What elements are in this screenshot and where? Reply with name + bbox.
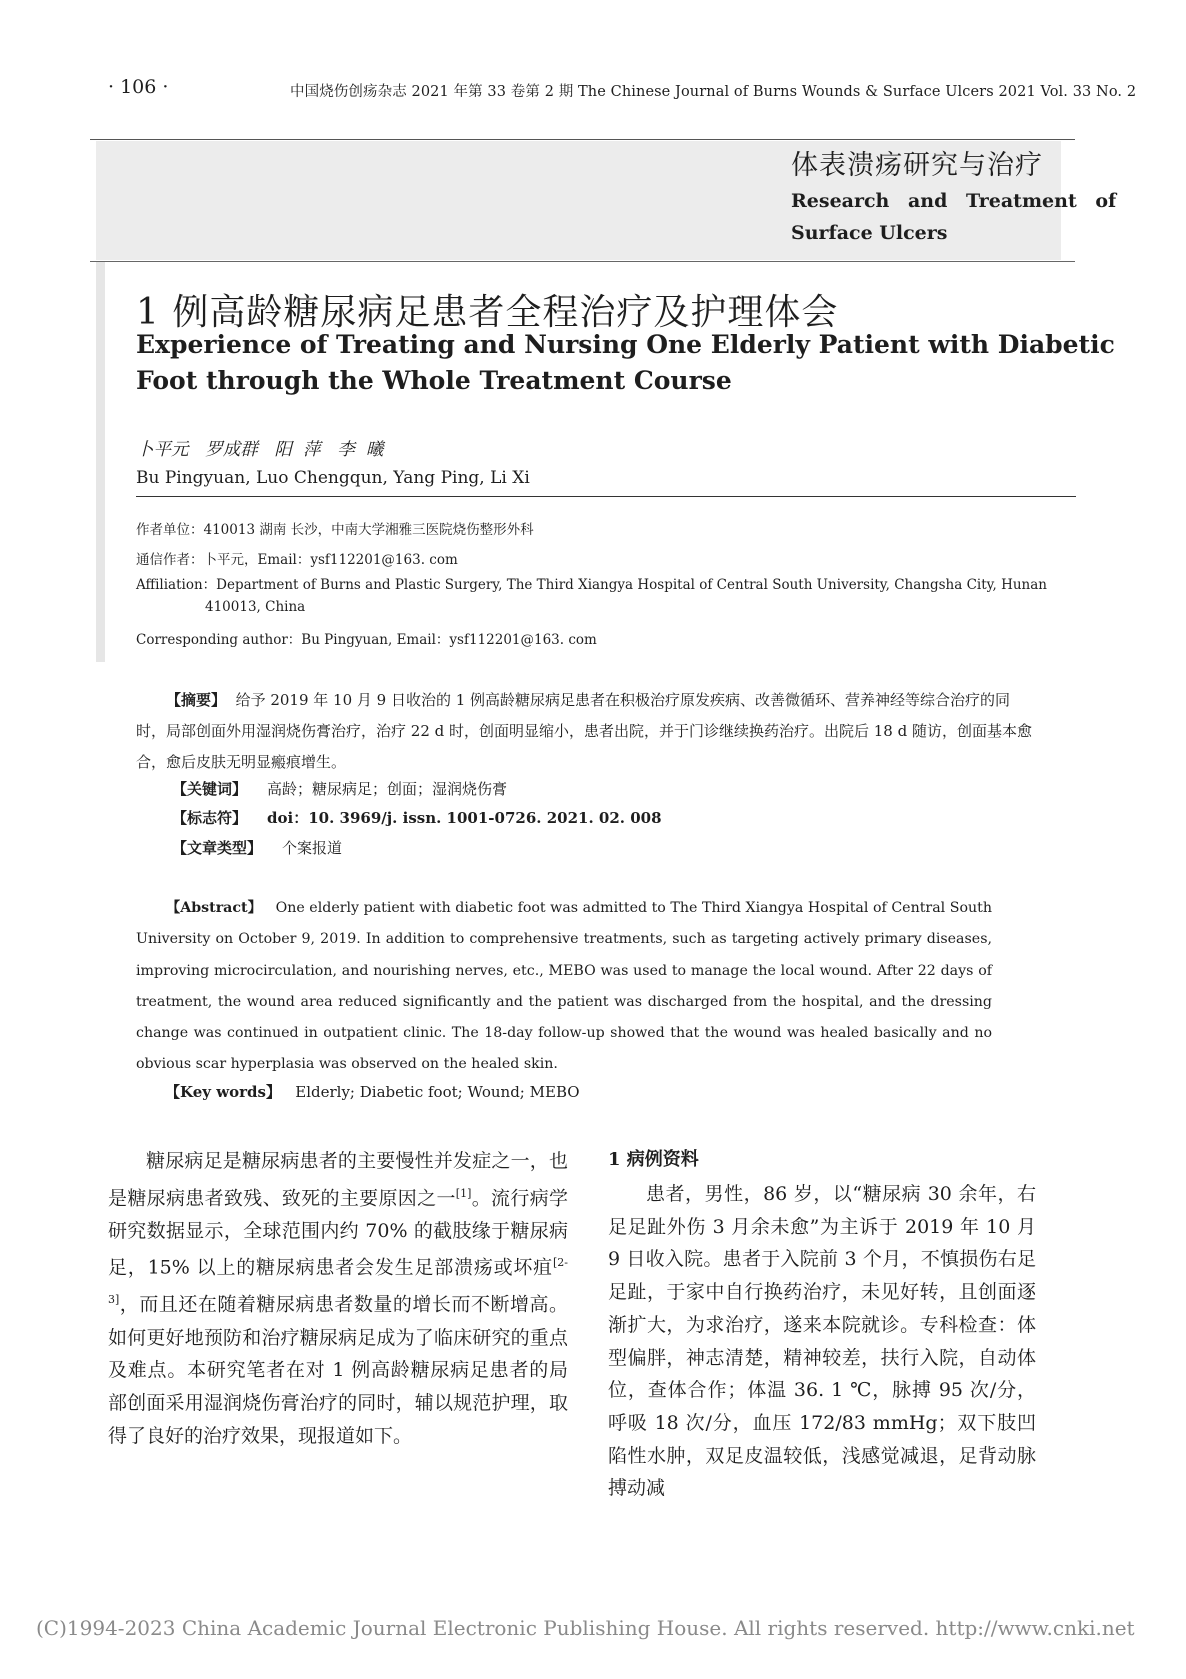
body-right-column bbox=[608, 1178, 1036, 1505]
doi-label: 【标志符】 bbox=[172, 809, 248, 827]
intro-text-part3: ，而且还在随着糖尿病患者数量的增长而不断增高。如何更好地预防和治疗糖尿病足成为了临床研究的重点及难点。本研究笔者在对 1 例高龄糖尿病足患者的局部创面采用湿润烧伤膏治疗的同时，辅以规范护理，取得了良好的治疗效果，现报道如下。 bbox=[108, 1293, 568, 1447]
keywords-zh-value: 高龄；糖尿病足；创面；湿润烧伤膏 bbox=[267, 780, 508, 798]
citation-1: [1] bbox=[455, 1186, 472, 1200]
citation-2-3: [2-3] bbox=[108, 1256, 568, 1307]
article-title-zh: 1 例高龄糖尿病足患者全程治疗及护理体会 bbox=[136, 292, 839, 333]
section-1-heading: 1 病例资料 bbox=[608, 1149, 699, 1170]
left-margin-bar bbox=[96, 262, 105, 662]
case-report-text: 患者，男性，86 岁，以“糖尿病 30 余年，右足足趾外伤 3 月余未愈”为主诉于 2019 年 10 月 9 日收入院。患者于入院前 3 个月，不慎损伤右足足趾，于家中自行换药治疗，未见好转，且创面逐渐扩大，为求治疗，遂来本院就诊。专科检查：体型偏胖，神志清楚，精神较差，扶行入院，自动体位，查体合作；体温 36. 1 ℃，脉搏 95 次/分，呼吸 18 次/分，血压 172/83 mmHg；双下肢凹陷性水肿，双足皮温较低，浅感觉减退，足背动脉搏动减 bbox=[608, 1183, 1036, 1500]
page-number: · 106 · bbox=[108, 76, 169, 98]
keywords-en bbox=[165, 1081, 580, 1102]
corresponding-author-en: Corresponding author：Bu Pingyuan, Email：ysf112201@163. com bbox=[136, 632, 597, 648]
banner-bottom-rule bbox=[90, 261, 1075, 262]
abstract-zh bbox=[136, 685, 1036, 778]
doi-line bbox=[172, 807, 662, 828]
authors-zh: 卜平元 罗成群 阳 萍 李 曦 bbox=[136, 440, 384, 460]
article-type-value: 个案报道 bbox=[282, 839, 343, 857]
article-type-label: 【文章类型】 bbox=[172, 839, 263, 857]
abstract-zh-label: 【摘要】 bbox=[166, 691, 227, 709]
section-title-en-line2: Surface Ulcers bbox=[791, 222, 948, 244]
article-title-en-line2: Foot through the Whole Treatment Course bbox=[136, 366, 732, 395]
copyright-footer: (C)1994-2023 China Academic Journal Electronic Publishing House. All rights reserved. http://www.cnki.net bbox=[36, 1616, 1135, 1640]
keywords-en-value: Elderly; Diabetic foot; Wound; MEBO bbox=[295, 1083, 580, 1101]
affiliation-en-line1: Affiliation：Department of Burns and Plastic Surgery, The Third Xiangya Hospital of Central South University, Changsha City, Hunan bbox=[136, 577, 1047, 593]
article-type-line bbox=[172, 837, 342, 858]
abstract-en-text: One elderly patient with diabetic foot was admitted to The Third Xiangya Hospital of Central South University on October 9, 2019. In addition to comprehensive treatments, such as targeting actively primary diseases, improving microcirculation, and nourishing nerves, etc., MEBO was used to manage the local wound. After 22 days of treatment, the wound area reduced significantly and the patient was discharged from the hospital, and the dressing change was continued in outpatient clinic. The 18-day follow-up showed that the wound was healed basically and no obvious scar hyperplasia was observed on the healed skin. bbox=[136, 900, 992, 1073]
author-divider bbox=[136, 496, 1076, 497]
journal-header: 中国烧伤创疡杂志 2021 年第 33 卷第 2 期 The Chinese Journal of Burns Wounds & Surface Ulcers 2021 Vol. 33 No. 2 bbox=[290, 84, 1137, 100]
affiliation-en-line2: 410013, China bbox=[205, 599, 306, 615]
doi-value: doi：10. 3969/j. issn. 1001-0726. 2021. 02. 008 bbox=[267, 809, 662, 827]
keywords-zh-label: 【关键词】 bbox=[172, 780, 248, 798]
abstract-zh-text: 给予 2019 年 10 月 9 日收治的 1 例高龄糖尿病足患者在积极治疗原发疾病、改善微循环、营养神经等综合治疗的同时，局部创面外用湿润烧伤膏治疗，治疗 22 d 时，创面明显缩小，患者出院，并于门诊继续换药治疗。出院后 18 d 随访，创面基本愈合，愈后皮肤无明显瘢痕增生。 bbox=[136, 691, 1032, 771]
corresponding-author-zh: 通信作者：卜平元，Email：ysf112201@163. com bbox=[136, 552, 458, 568]
keywords-zh bbox=[172, 778, 507, 799]
body-left-column bbox=[108, 1145, 568, 1452]
authors-en: Bu Pingyuan, Luo Chengqun, Yang Ping, Li Xi bbox=[136, 468, 530, 488]
section-title-en-line1: Research and Treatment of bbox=[791, 190, 1117, 212]
intro-text-part2: 。流行病学研究数据显示，全球范围内约 70% 的截肢缘于糖尿病足，15% 以上的糖尿病患者会发生足部溃疡或坏疽 bbox=[108, 1187, 568, 1279]
abstract-en bbox=[136, 893, 992, 1081]
article-title-en-line1: Experience of Treating and Nursing One Elderly Patient with Diabetic bbox=[136, 330, 1115, 359]
banner-top-rule bbox=[90, 139, 1075, 140]
intro-text-part1: 糖尿病足是糖尿病患者的主要慢性并发症之一，也是糖尿病患者致残、致死的主要原因之一 bbox=[108, 1150, 568, 1210]
affiliation-zh: 作者单位：410013 湖南 长沙，中南大学湘雅三医院烧伤整形外科 bbox=[136, 522, 534, 538]
section-title-zh: 体表溃疡研究与治疗 bbox=[791, 150, 1043, 181]
abstract-en-label: 【Abstract】 bbox=[166, 900, 262, 916]
keywords-en-label: 【Key words】 bbox=[165, 1083, 281, 1101]
